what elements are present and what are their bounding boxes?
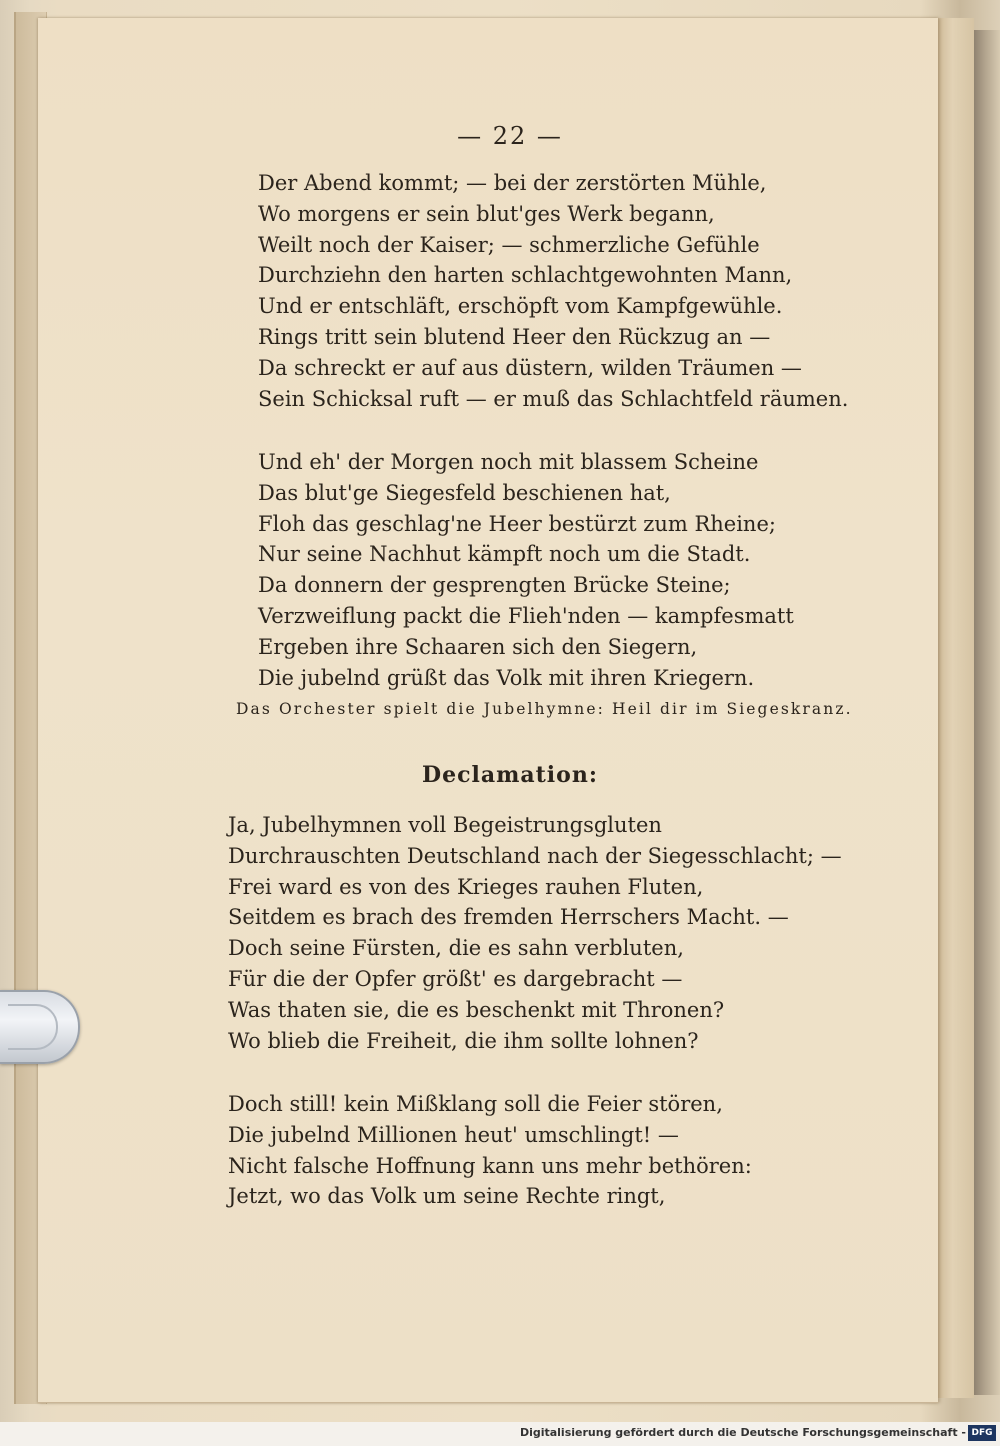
verse-line: Der Abend kommt; — bei der zerstörten Mühle, — [258, 171, 767, 195]
verse-line: Ja, Jubelhymnen voll Begeistrungsgluten — [228, 813, 662, 837]
page-number: — 22 — — [457, 122, 563, 150]
stanza-1 — [258, 168, 848, 414]
verse-line: Nur seine Nachhut kämpft noch um die Stadt. — [258, 542, 751, 567]
verse-line: Verzweiflung packt die Flieh'nden — kampfesmatt — [258, 603, 794, 628]
verse-line: Wo morgens er sein blut'ges Werk begann, — [258, 201, 715, 226]
footer-credit: Digitalisierung gefördert durch die Deutsche Forschungsgemeinschaft - — [519, 1426, 966, 1439]
stage-direction: Das Orchester spielt die Jubelhymne: Heil dir im Siegeskranz. — [236, 700, 853, 718]
verse-line: Weilt noch der Kaiser; — schmerzliche Gefühle — [258, 232, 760, 257]
verse-line: Floh das geschlag'ne Heer bestürzt zum Rheine; — [258, 511, 776, 536]
verse-line: Frei ward es von des Krieges rauhen Fluten, — [228, 874, 704, 899]
stanza-4 — [228, 1089, 752, 1212]
verse-line: Sein Schicksal ruft — er muß das Schlachtfeld räumen. — [258, 386, 849, 411]
verse-line: Wo blieb die Freiheit, die ihm sollte lohnen? — [228, 1028, 699, 1053]
verse-line: Für die der Opfer größt' es dargebracht — — [228, 966, 683, 991]
stanza-3 — [228, 810, 842, 1056]
verse-line: Da donnern der gesprengten Brücke Steine; — [258, 573, 731, 598]
paper-clip — [0, 990, 80, 1064]
book-fold — [938, 18, 974, 1398]
verse-line: Rings tritt sein blutend Heer den Rückzug an — — [258, 324, 771, 349]
verse-line: Das blut'ge Siegesfeld beschienen hat, — [258, 480, 671, 505]
verse-line: Ergeben ihre Schaaren sich den Siegern, — [258, 634, 698, 659]
verse-line: Nicht falsche Hoffnung kann uns mehr bethören: — [228, 1153, 752, 1178]
verse-line: Jetzt, wo das Volk um seine Rechte ringt, — [228, 1184, 666, 1209]
verse-line: Was thaten sie, die es beschenkt mit Thronen? — [228, 997, 725, 1022]
verse-line: Die jubelnd Millionen heut' umschlingt! — — [228, 1122, 679, 1147]
section-heading: Declamation: — [422, 762, 598, 788]
footer-bar — [0, 1422, 1000, 1446]
book-binding-edge — [974, 30, 1000, 1395]
dfg-logo: DFG — [968, 1425, 996, 1441]
verse-line: Doch still! kein Mißklang soll die Feier stören, — [228, 1092, 723, 1116]
paper-clip-inner — [8, 1004, 58, 1050]
verse-line: Doch seine Fürsten, die es sahn verbluten, — [228, 936, 684, 961]
stanza-2 — [258, 447, 794, 693]
verse-line: Und er entschläft, erschöpft vom Kampfgewühle. — [258, 294, 783, 319]
verse-line: Durchrauschten Deutschland nach der Siegesschlacht; — — [228, 843, 842, 868]
verse-line: Die jubelnd grüßt das Volk mit ihren Kriegern. — [258, 665, 755, 690]
verse-line: Da schreckt er auf aus düstern, wilden Träumen — — [258, 355, 802, 380]
verse-line: Und eh' der Morgen noch mit blassem Scheine — [258, 450, 759, 474]
verse-line: Seitdem es brach des fremden Herrschers Macht. — — [228, 905, 789, 930]
verse-line: Durchziehn den harten schlachtgewohnten Mann, — [258, 263, 793, 288]
